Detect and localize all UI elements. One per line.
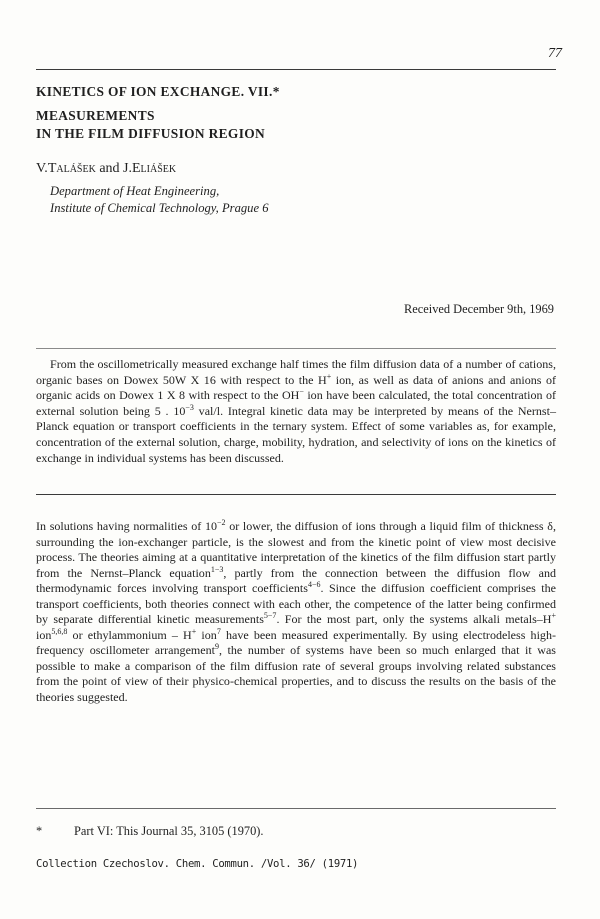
body-paragraph: In solutions having normalities of $10^{-2}$ or lower, the diffusion of ions through a liquid film of thickness δ, surrounding the ion-exchanger particle, is the slowest and from the kinetic point of view most decisive process. The theories aiming at a quantitative interpretation of the kinetics of the film diffusion start partly from the Nernst–Planck equation$^{1-3}$, partly from the connection between the diffusion flow and thermodynamic forces involving transport coefficients$^{4-6}$. Since the diffusion coefficient comprises the transport coefficients, both theories connect with each other, the competence of the latter being confirmed by separate differential kinetic measurements$^{5-7}$. For the most part, only the systems alkali metals–H+ ion$^{5,6,8}$ or ethylammonium – H+ ion$^7$ have been measured experimentally. By using electrodeless high-frequency oscillometer arrangement$^9$, the number of systems have been so much enlarged that it was possible to make a comparison of the film diffusion rate of several groups involving related substances from the point of view of their physico-chemical properties, and to discuss the results on the basis of the theories suggested. bbox=[36, 517, 556, 704]
page-number: 77 bbox=[548, 46, 562, 61]
abstract-bottom-rule bbox=[36, 494, 556, 495]
affiliation-line-1: Department of Heat Engineering, bbox=[50, 184, 220, 198]
article-title-line-3: IN THE FILM DIFFUSION REGION bbox=[36, 126, 266, 141]
article-title-line-2: MEASUREMENTS bbox=[36, 108, 155, 123]
header-rule bbox=[36, 69, 556, 70]
authors-conjunction: and bbox=[99, 161, 120, 176]
journal-citation: Collection Czechoslov. Chem. Commun. /Vol. 36/ (1971) bbox=[36, 858, 359, 870]
footnote-text: Part VI: This Journal 35, 3105 (1970). bbox=[74, 824, 264, 838]
footnote bbox=[36, 824, 264, 839]
author-2-name: Eliášek bbox=[131, 161, 177, 176]
author-1-name: Talášek bbox=[47, 161, 96, 176]
received-date: Received December 9th, 1969 bbox=[403, 302, 554, 316]
author-1-initial: V. bbox=[36, 161, 48, 176]
abstract: From the oscillometrically measured exchange half times the film diffusion data of a number of cations, organic bases on Dowex 50W X 16 with respect to the H+ ion, as well as data of anions and anions of organic acids on Dowex 1 X 8 with respect to the OH− ion have been calculated, the total concentration of external solution being 5 . $10^{-3}$ val/l. Integral kinetic data may be interpreted by means of the Nernst–Planck equation or transport coefficients in the ternary system. Effect of some variables as, for example, concentration of the external solution, charge, mobility, hydration, and selectivity of ions on the kinetics of exchange in individual systems has been discussed. bbox=[36, 357, 557, 465]
author-2-initial: J. bbox=[123, 161, 132, 176]
abstract-top-rule bbox=[36, 348, 556, 349]
footnote-marker: * bbox=[36, 824, 43, 838]
affiliation-line-2: Institute of Chemical Technology, Prague 6 bbox=[50, 201, 269, 215]
authors bbox=[36, 161, 176, 177]
article-title-line-1: KINETICS OF ION EXCHANGE. VII.* bbox=[36, 84, 280, 99]
footnote-rule bbox=[36, 808, 556, 809]
